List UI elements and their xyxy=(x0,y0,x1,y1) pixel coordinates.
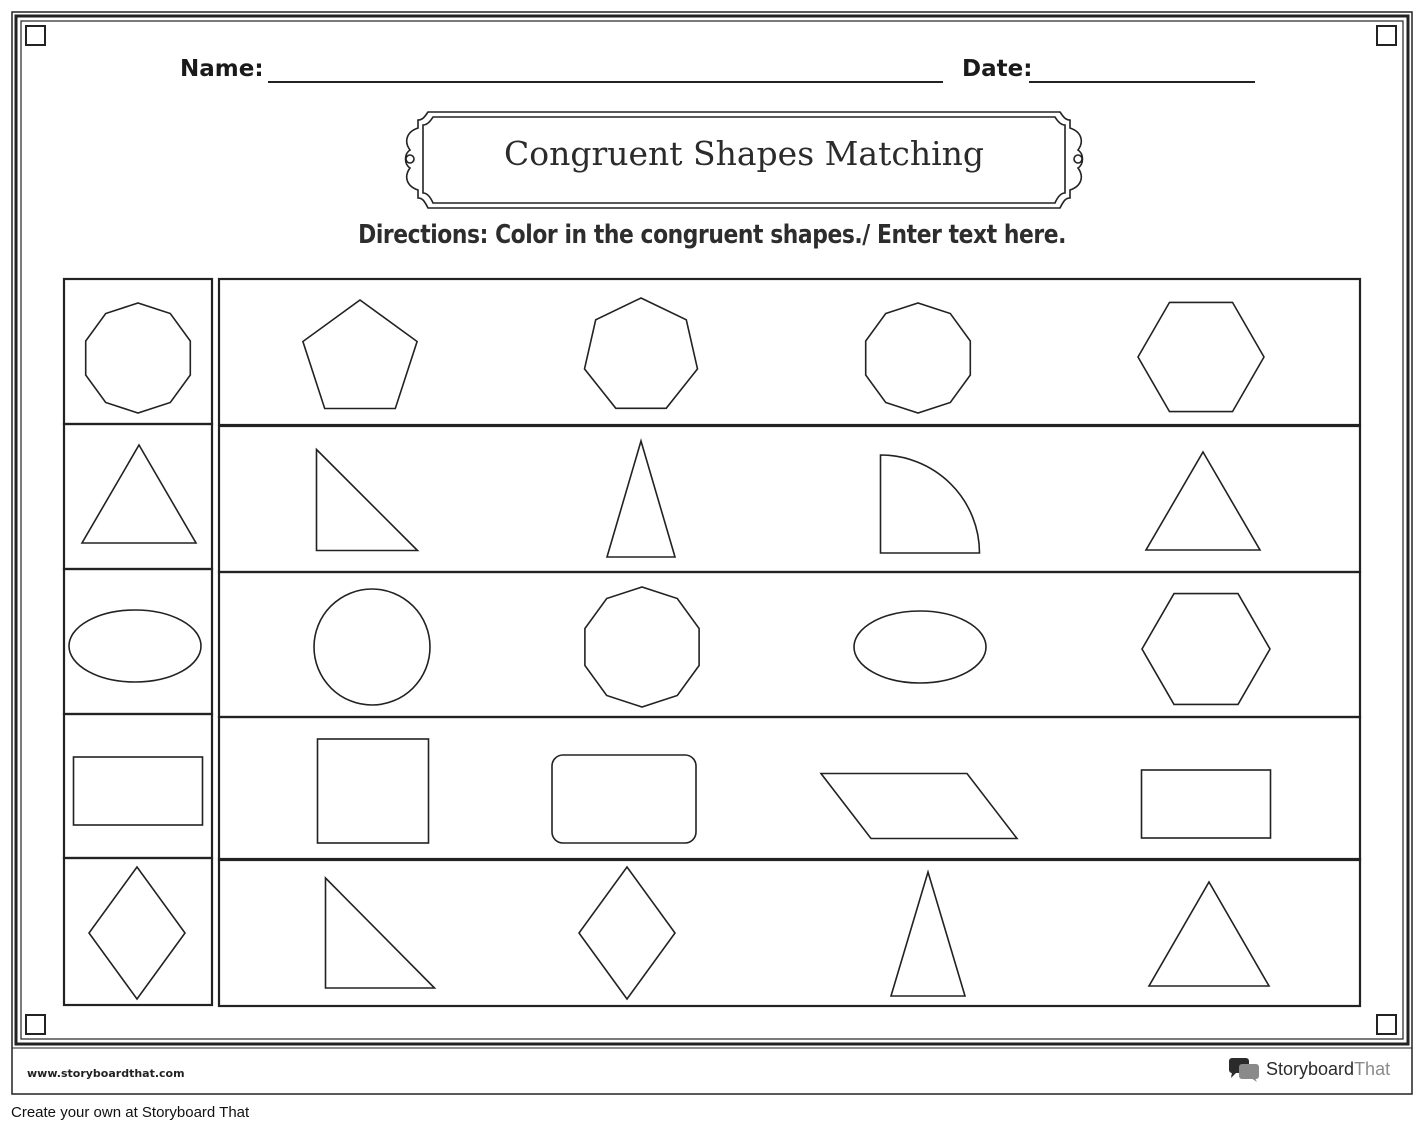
option-isosceles-triangle-shape[interactable] xyxy=(891,872,965,996)
option-row-box xyxy=(219,279,1360,425)
option-equilateral-triangle-shape[interactable] xyxy=(1146,452,1260,550)
directions-text[interactable]: Directions: Color in the congruent shapes./ Enter text here. xyxy=(358,220,1067,250)
target-ellipse-shape xyxy=(69,610,201,682)
target-equilateral-triangle-shape xyxy=(82,445,196,543)
footer-url[interactable]: www.storyboardthat.com xyxy=(27,1067,185,1080)
name-label: Name: xyxy=(180,56,264,82)
option-row-box xyxy=(219,859,1360,1006)
option-decagon-shape[interactable] xyxy=(585,587,699,707)
target-box xyxy=(64,714,212,858)
worksheet-border xyxy=(21,21,1403,1039)
option-decagon-shape[interactable] xyxy=(866,303,971,413)
option-hexagon-shape[interactable] xyxy=(1138,302,1264,411)
option-quarter-circle-shape[interactable] xyxy=(881,455,980,553)
corner-square-top-left xyxy=(26,26,45,45)
storyboardthat-brand[interactable] xyxy=(1228,1056,1390,1082)
option-isosceles-triangle-shape[interactable] xyxy=(607,441,675,557)
brand-name-part1: Storyboard xyxy=(1266,1058,1355,1079)
option-ellipse-shape[interactable] xyxy=(854,611,986,683)
date-label: Date: xyxy=(962,56,1033,82)
target-rectangle-shape xyxy=(74,757,203,825)
option-rhombus-shape[interactable] xyxy=(579,867,675,999)
corner-square-bottom-left xyxy=(26,1015,45,1034)
option-right-triangle-shape[interactable] xyxy=(317,450,418,551)
option-equilateral-triangle-shape[interactable] xyxy=(1149,882,1269,986)
option-right-triangle-shape[interactable] xyxy=(326,878,435,988)
create-your-own-caption[interactable]: Create your own at Storyboard That xyxy=(11,1104,250,1121)
option-pentagon-shape[interactable] xyxy=(303,300,417,409)
target-box xyxy=(64,569,212,714)
option-rounded-rectangle-shape[interactable] xyxy=(552,755,696,843)
corner-square-top-right xyxy=(1377,26,1396,45)
target-column xyxy=(64,279,212,1005)
outer-frame xyxy=(12,12,1412,1094)
option-square-shape[interactable] xyxy=(318,739,429,843)
brand-name xyxy=(1266,1059,1390,1080)
worksheet-title: Congruent Shapes Matching xyxy=(503,134,985,173)
brand-name-part2: That xyxy=(1354,1058,1391,1079)
speech-bubbles-logo-icon xyxy=(1228,1056,1260,1082)
target-decagon-shape xyxy=(86,303,191,413)
option-circle-shape[interactable] xyxy=(314,589,430,705)
target-box xyxy=(64,858,212,1005)
target-rhombus-shape xyxy=(89,867,185,999)
option-hexagon-shape[interactable] xyxy=(1142,594,1270,705)
option-rectangle-shape[interactable] xyxy=(1142,770,1271,838)
option-heptagon-shape[interactable] xyxy=(585,298,698,408)
corner-square-bottom-right xyxy=(1377,1015,1396,1034)
options-area xyxy=(219,279,1360,1006)
option-parallelogram-shape[interactable] xyxy=(821,774,1017,839)
